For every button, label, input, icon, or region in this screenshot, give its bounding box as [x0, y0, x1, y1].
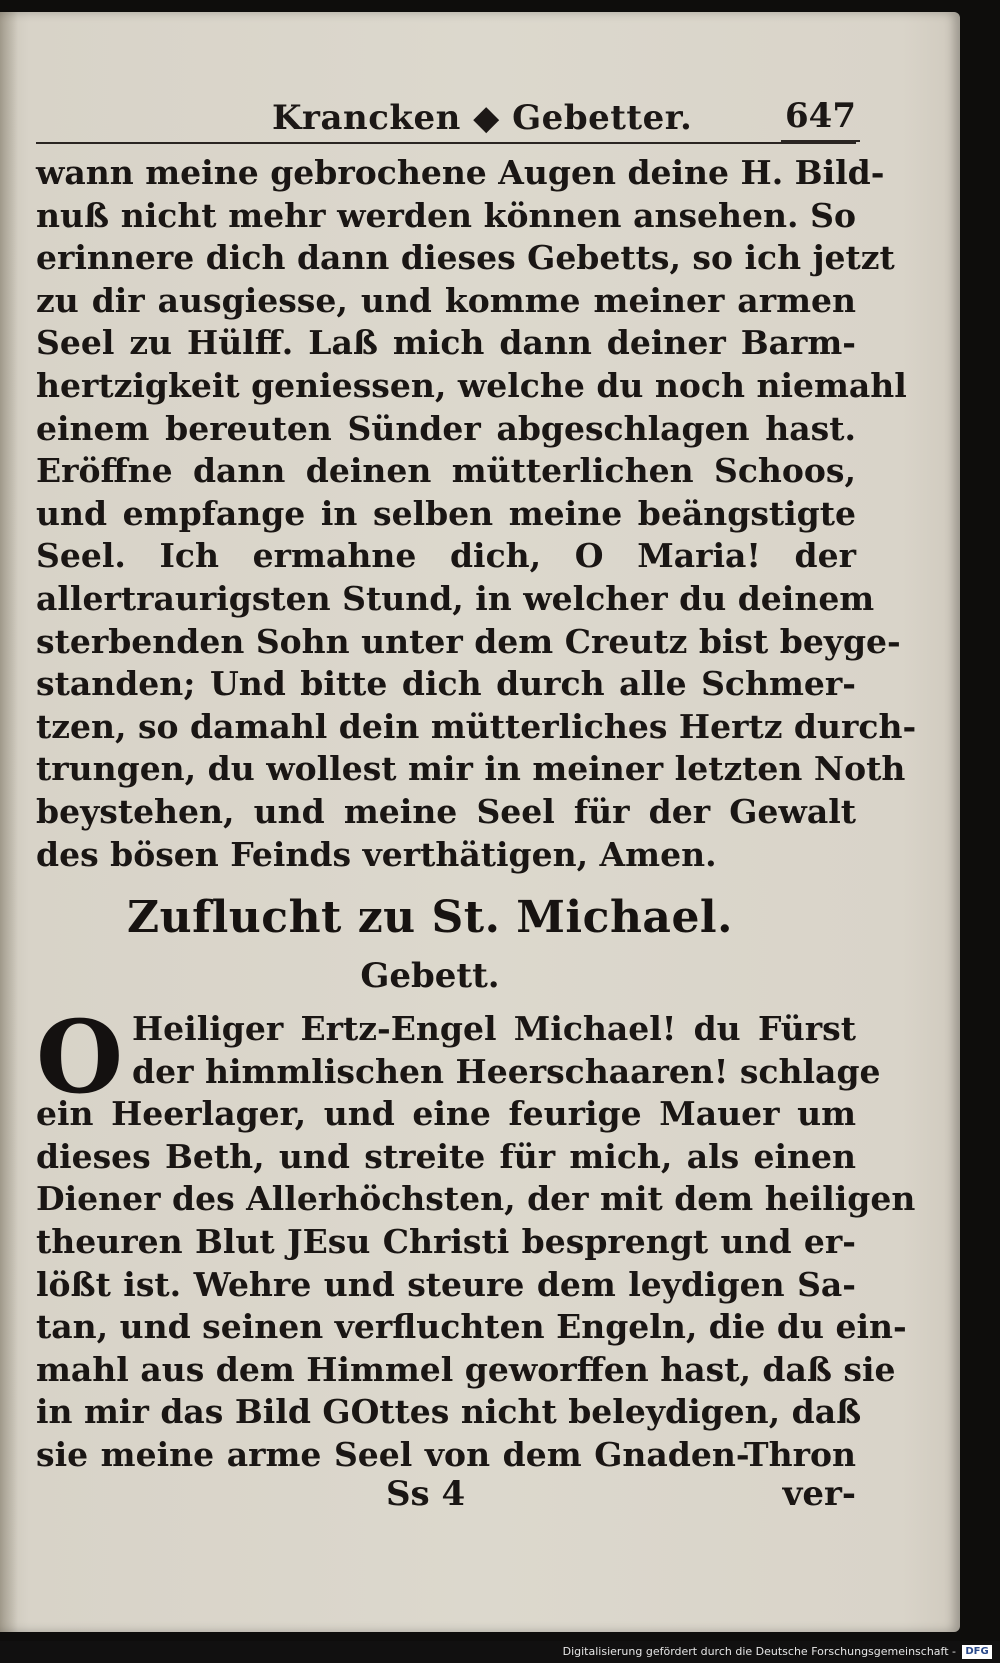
text-line: erinnere dich dann dieses Gebetts, so ich jetzt — [36, 238, 895, 278]
text-line: theuren Blut JEsu Christi besprengt und er- — [36, 1221, 856, 1261]
page-number: 647 — [785, 96, 856, 136]
text-line: tan, und seinen verfluchten Engeln, die du ein- — [36, 1307, 907, 1347]
text-line: lößt ist. Wehre und steure dem leydigen Sa- — [36, 1264, 856, 1304]
book-page — [0, 12, 960, 1632]
catchword: ver- — [782, 1474, 856, 1514]
text-line: beystehen, und meine Seel für der Gewalt — [36, 791, 856, 831]
text-line: ein Heerlager, und eine feurige Mauer um — [36, 1094, 856, 1134]
text-line: Eröffne dann deinen mütterlichen Schoos, — [36, 451, 856, 491]
running-title: Krancken ◆ Gebetter. — [272, 98, 693, 138]
section-title: Zuflucht zu St. Michael. — [127, 892, 733, 943]
text-line: wann meine gebrochene Augen deine H. Bild- — [36, 153, 885, 192]
text-line: des bösen Feinds verthätigen, Amen. — [36, 834, 717, 874]
text-line: Seel zu Hülff. Laß mich dann deiner Barm- — [36, 323, 856, 363]
text-line: nuß nicht mehr werden können ansehen. So — [36, 195, 856, 235]
text-line: in mir das Bild GOttes nicht beleydigen, daß — [36, 1392, 862, 1432]
credit-text: Digitalisierung gefördert durch die Deutsche Forschungsgemeinschaft - — [562, 1645, 956, 1658]
text-line: Diener des Allerhöchsten, der mit dem heiligen — [36, 1179, 916, 1219]
text-line: hertzigkeit geniessen, welche du noch niemahl — [36, 365, 907, 405]
signature-mark: Ss 4 — [386, 1474, 466, 1514]
digitization-credit-bar — [0, 1641, 1000, 1663]
text-line: und empfange in selben meine beängstigte — [36, 493, 856, 533]
text-line: trungen, du wollest mir in meiner letzten Noth — [36, 749, 906, 789]
text-line: Seel. Ich ermahne dich, O Maria! der — [36, 536, 856, 576]
text-line: der himmlischen Heerschaaren! schlage — [132, 1051, 881, 1091]
text-line: sterbenden Sohn unter dem Creutz bist beyge- — [36, 621, 901, 661]
text-line: allertraurigsten Stund, in welcher du deinem — [36, 578, 875, 618]
text-line: mahl aus dem Himmel geworffen hast, daß sie — [36, 1349, 896, 1389]
drop-cap: O — [36, 998, 124, 1116]
text-line: zu dir ausgiesse, und komme meiner armen — [36, 280, 856, 320]
text-line: dieses Beth, und streite für mich, als einen — [36, 1136, 856, 1176]
dfg-logo: DFG — [962, 1645, 992, 1659]
prayer-text — [36, 998, 916, 1477]
text-line: sie meine arme Seel von dem Gnaden-Thron — [36, 1434, 856, 1474]
page-footer — [36, 1474, 856, 1524]
section-subtitle: Gebett. — [360, 956, 500, 996]
text-line: standen; Und bitte dich durch alle Schmer- — [36, 664, 856, 704]
text-line: Heiliger Ertz-Engel Michael! du Fürst — [132, 1009, 856, 1048]
text-line: tzen, so damahl dein mütterliches Hertz durch- — [36, 706, 917, 746]
body-text — [36, 152, 917, 876]
text-line: einem bereuten Sünder abgeschlagen hast. — [36, 408, 856, 448]
page-header — [36, 90, 856, 144]
